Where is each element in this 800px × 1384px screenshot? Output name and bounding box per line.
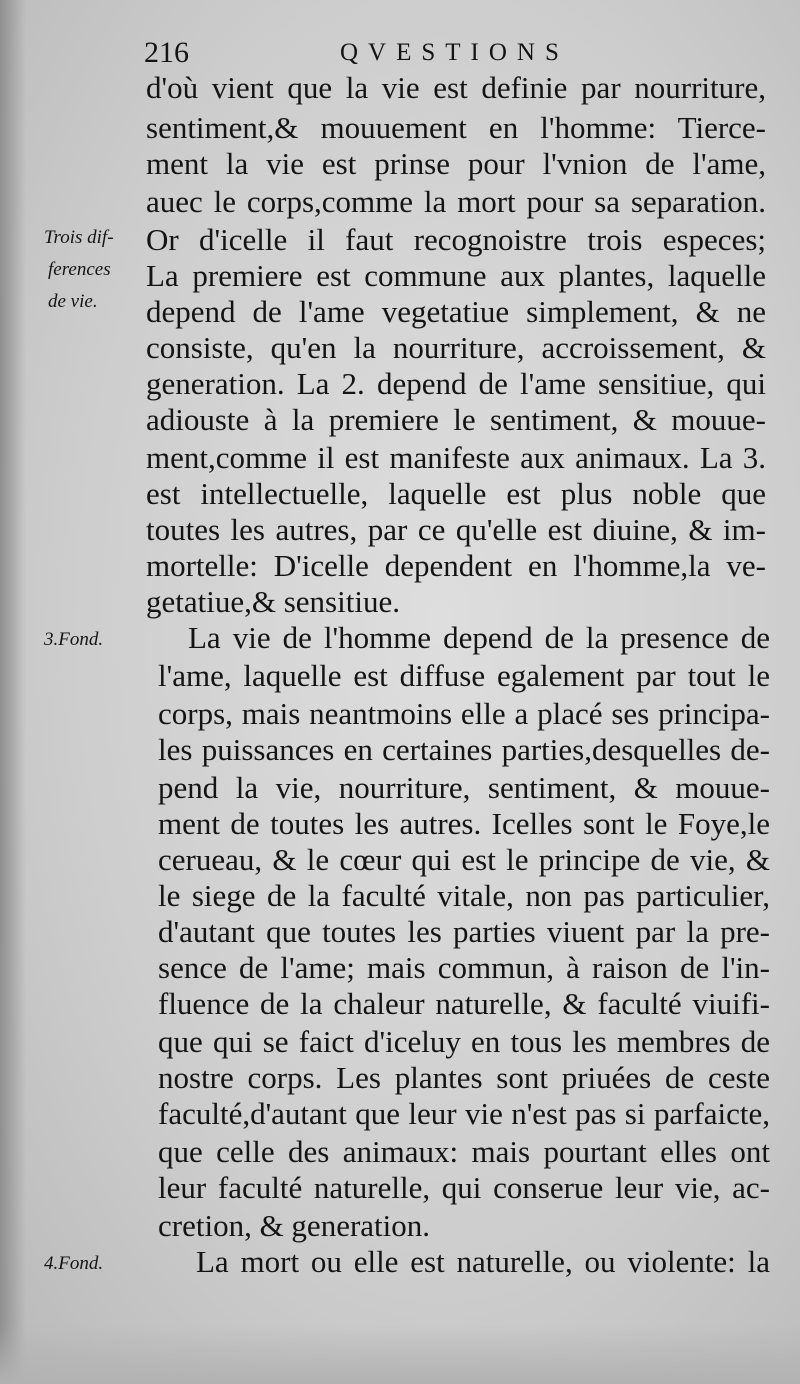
margin-note-trois-differences-1: Trois dif- xyxy=(44,227,114,248)
text-line: getatiue,& sensitiue. xyxy=(146,584,400,619)
text-line: leur faculté naturelle, qui conserue leur vie, ac- xyxy=(158,1170,770,1205)
page-shadow-left xyxy=(0,0,26,1384)
text-line: que celle des animaux: mais pourtant elles ont xyxy=(158,1134,770,1169)
text-line: cretion, & generation. xyxy=(158,1208,431,1243)
text-line: sence de l'ame; mais commun, à raison de l'in- xyxy=(158,950,770,985)
text-line: ment,comme il est manifeste aux animaux. La 3. xyxy=(146,440,766,475)
margin-note-fond-3: 3.Fond. xyxy=(44,629,104,650)
text-line: est intellectuelle, laquelle est plus noble que xyxy=(146,476,766,511)
text-line: faculté,d'autant que leur vie n'est pas si parfaicte, xyxy=(158,1096,770,1131)
margin-note-trois-differences-2: ferences xyxy=(48,259,111,280)
margin-note-fond-4: 4.Fond. xyxy=(44,1253,104,1274)
text-line: fluence de la chaleur naturelle, & faculté viuifi- xyxy=(158,986,770,1021)
text-line: d'où vient que la vie est definie par nourriture, xyxy=(146,70,766,105)
text-line: nostre corps. Les plantes sont priuées de ceste xyxy=(158,1060,770,1095)
text-line: corps, mais neantmoins elle a placé ses principa- xyxy=(158,696,770,731)
page-shadow-bottom xyxy=(0,1324,800,1384)
text-line: La vie de l'homme depend de la presence de xyxy=(188,620,770,655)
text-line: l'ame, laquelle est diffuse egalement par tout le xyxy=(158,658,770,693)
text-line: auec le corps,comme la mort pour sa separation. xyxy=(146,184,766,219)
text-line: d'autant que toutes les parties viuent par la pre- xyxy=(158,914,770,949)
text-line: toutes les autres, par ce qu'elle est diuine, & im- xyxy=(146,512,766,547)
page-number: 216 xyxy=(144,36,189,69)
margin-note-trois-differences-3: de vie. xyxy=(48,291,98,312)
running-header xyxy=(144,36,744,70)
text-line: mortelle: D'icelle dependent en l'homme,la ve- xyxy=(146,548,766,583)
text-line: sentiment,& mouuement en l'homme: Tierce- xyxy=(146,110,766,145)
text-line: consiste, qu'en la nourriture, accroissement, & xyxy=(146,330,766,365)
text-line: ment de toutes les autres. Icelles sont le Foye,le xyxy=(158,806,770,841)
text-line: adiouste à la premiere le sentiment, & mouue- xyxy=(146,402,766,437)
text-line: depend de l'ame vegetatiue simplement, & ne xyxy=(146,294,766,329)
text-line: generation. La 2. depend de l'ame sensitiue, qui xyxy=(146,366,766,401)
text-line: ment la vie est prinse pour l'vnion de l'ame, xyxy=(146,146,766,181)
text-line: les puissances en certaines parties,desquelles de- xyxy=(158,732,770,767)
text-line: que qui se faict d'iceluy en tous les membres de xyxy=(158,1024,770,1059)
text-line: cerueau, & le cœur qui est le principe de vie, & xyxy=(158,842,770,877)
running-title: QVESTIONS xyxy=(340,39,569,66)
text-line: Or d'icelle il faut recognoistre trois especes; xyxy=(146,222,766,257)
text-line: La premiere est commune aux plantes, laquelle xyxy=(146,258,766,293)
text-line: La mort ou elle est naturelle, ou violente: la xyxy=(196,1244,770,1279)
text-line: pend la vie, nourriture, sentiment, & mouue- xyxy=(158,770,770,805)
text-line: le siege de la faculté vitale, non pas particulier, xyxy=(158,878,770,913)
